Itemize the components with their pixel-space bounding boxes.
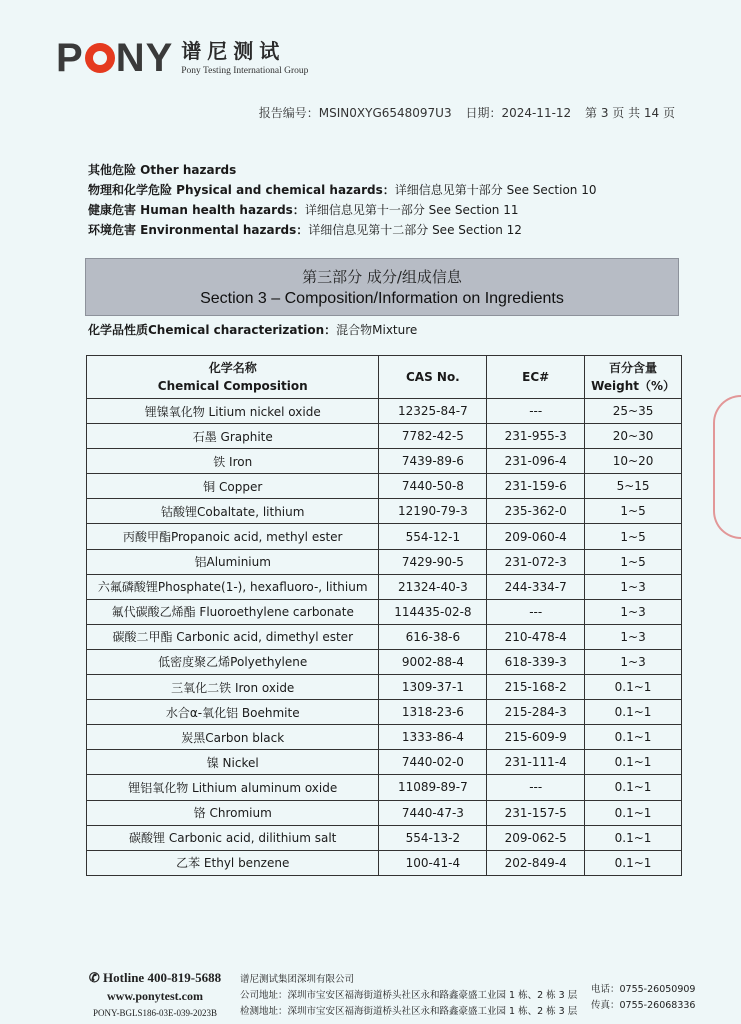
table-row	[87, 599, 682, 624]
table-row	[87, 474, 682, 499]
hazard-line: 环境危害 Environmental hazards：详细信息见第十二部分 See Section 12	[88, 223, 522, 237]
cell-weight: 10~20	[585, 449, 682, 474]
cell-cas: 616-38-6	[379, 624, 487, 649]
cell-weight: 1~5	[585, 524, 682, 549]
hotline: ✆ Hotline 400-819-5688	[88, 970, 222, 985]
cell-cas: 554-12-1	[379, 524, 487, 549]
cell-chemical-name: 锂铝氧化物 Lithium aluminum oxide	[87, 775, 379, 800]
composition-table	[86, 355, 682, 876]
report-date: 日期：2024-11-12	[465, 106, 572, 120]
cell-weight: 0.1~1	[585, 675, 682, 700]
table-row	[87, 649, 682, 674]
hazard-line: 健康危害 Human health hazards：详细信息见第十一部分 See Section 11	[88, 203, 519, 217]
cell-cas: 7440-47-3	[379, 800, 487, 825]
cell-ec: ---	[487, 599, 585, 624]
cell-weight: 5~15	[585, 474, 682, 499]
page-number: 第 3 页 共 14 页	[585, 106, 675, 120]
report-info	[249, 104, 675, 121]
cell-ec: 231-111-4	[487, 750, 585, 775]
table-row	[87, 574, 682, 599]
cell-chemical-name: 石墨 Graphite	[87, 424, 379, 449]
cell-ec: 210-478-4	[487, 624, 585, 649]
cell-chemical-name: 炭黑Carbon black	[87, 725, 379, 750]
cell-weight: 0.1~1	[585, 800, 682, 825]
table-row	[87, 449, 682, 474]
report-number: 报告编号：MSIN0XYG6548097U3	[258, 106, 452, 120]
phone-icon: ✆	[88, 970, 104, 985]
cell-cas: 1318-23-6	[379, 700, 487, 725]
cell-weight: 1~5	[585, 499, 682, 524]
cell-ec: 215-609-9	[487, 725, 585, 750]
table-row	[87, 675, 682, 700]
cell-cas: 12325-84-7	[379, 399, 487, 424]
section-banner	[85, 258, 679, 316]
table-row	[87, 850, 682, 875]
cell-chemical-name: 氟代碳酸乙烯酯 Fluoroethylene carbonate	[87, 599, 379, 624]
cell-ec: 235-362-0	[487, 499, 585, 524]
telephone: 电话：0755-26050909	[591, 984, 696, 995]
cell-chemical-name: 三氧化二铁 Iron oxide	[87, 675, 379, 700]
cell-weight: 0.1~1	[585, 725, 682, 750]
cell-ec: 202-849-4	[487, 850, 585, 875]
cell-chemical-name: 铁 Iron	[87, 449, 379, 474]
form-code: PONY-BGLS186-03E-039-2023B	[92, 1008, 217, 1018]
cell-cas: 1309-37-1	[379, 675, 487, 700]
logo-wordmark: P NY	[56, 36, 174, 80]
cell-chemical-name: 铬 Chromium	[87, 800, 379, 825]
cell-ec: 231-157-5	[487, 800, 585, 825]
chemical-characterization: 化学品性质Chemical characterization：混合物Mixture	[88, 323, 418, 337]
red-seal-stamp	[713, 395, 741, 539]
table-row	[87, 549, 682, 574]
cell-chemical-name: 六氟磷酸锂Phosphate(1-), hexafluoro-, lithium	[87, 574, 379, 599]
logo-english: Pony Testing International Group	[181, 66, 309, 76]
header-chemical-composition: 化学名称 Chemical Composition	[87, 356, 379, 399]
table-row	[87, 700, 682, 725]
cell-weight: 1~3	[585, 649, 682, 674]
header-cas: CAS No.	[379, 356, 487, 399]
cell-ec: 231-096-4	[487, 449, 585, 474]
table-row	[87, 499, 682, 524]
company-address: 公司地址：深圳市宝安区福海街道桥头社区永和路鑫豪盛工业园 1 栋、2 栋 3 层	[240, 990, 578, 1001]
header-weight: 百分含量 Weight（%）	[585, 356, 682, 399]
cell-chemical-name: 碳酸二甲酯 Carbonic acid, dimethyl ester	[87, 624, 379, 649]
table-row	[87, 624, 682, 649]
cell-chemical-name: 碳酸锂 Carbonic acid, dilithium salt	[87, 825, 379, 850]
cell-weight: 0.1~1	[585, 750, 682, 775]
table-row	[87, 775, 682, 800]
hazards-block	[88, 160, 596, 240]
cell-cas: 554-13-2	[379, 825, 487, 850]
cell-cas: 21324-40-3	[379, 574, 487, 599]
table-row	[87, 399, 682, 424]
cell-weight: 20~30	[585, 424, 682, 449]
cell-cas: 100-41-4	[379, 850, 487, 875]
hazard-line: 其他危险 Other hazards	[88, 163, 237, 177]
cell-chemical-name: 水合α-氧化铝 Boehmite	[87, 700, 379, 725]
cell-chemical-name: 低密度聚乙烯Polyethylene	[87, 649, 379, 674]
cell-chemical-name: 铝Aluminium	[87, 549, 379, 574]
cell-chemical-name: 镍 Nickel	[87, 750, 379, 775]
cell-ec: 244-334-7	[487, 574, 585, 599]
cell-cas: 7440-02-0	[379, 750, 487, 775]
cell-chemical-name: 丙酸甲酯Propanoic acid, methyl ester	[87, 524, 379, 549]
table-row	[87, 424, 682, 449]
cell-chemical-name: 钴酸锂Cobaltate, lithium	[87, 499, 379, 524]
cell-ec: 231-955-3	[487, 424, 585, 449]
cell-ec: 618-339-3	[487, 649, 585, 674]
website: www.ponytest.com	[107, 989, 203, 1003]
cell-cas: 7440-50-8	[379, 474, 487, 499]
table-row	[87, 524, 682, 549]
cell-weight: 25~35	[585, 399, 682, 424]
cell-weight: 1~3	[585, 624, 682, 649]
pony-logo	[56, 38, 308, 78]
cell-ec: 209-060-4	[487, 524, 585, 549]
cell-weight: 0.1~1	[585, 775, 682, 800]
cell-weight: 1~3	[585, 599, 682, 624]
cell-cas: 7782-42-5	[379, 424, 487, 449]
cell-weight: 1~3	[585, 574, 682, 599]
cell-chemical-name: 乙苯 Ethyl benzene	[87, 850, 379, 875]
cell-chemical-name: 锂镍氧化物 Litium nickel oxide	[87, 399, 379, 424]
cell-cas: 7439-89-6	[379, 449, 487, 474]
cell-cas: 12190-79-3	[379, 499, 487, 524]
hazard-line: 物理和化学危险 Physical and chemical hazards：详细信息见第十部分 See Section 10	[88, 183, 597, 197]
cell-ec: ---	[487, 775, 585, 800]
header-ec: EC#	[487, 356, 585, 399]
cell-cas: 7429-90-5	[379, 549, 487, 574]
cell-ec: 231-072-3	[487, 549, 585, 574]
section-title-cn: 第三部分 成分/组成信息	[302, 268, 462, 286]
fax: 传真：0755-26068336	[591, 1000, 696, 1011]
table-header-row	[87, 356, 682, 399]
cell-weight: 0.1~1	[585, 825, 682, 850]
cell-cas: 114435-02-8	[379, 599, 487, 624]
cell-ec: 215-284-3	[487, 700, 585, 725]
company-name: 谱尼测试集团深圳有限公司	[240, 974, 355, 985]
cell-cas: 11089-89-7	[379, 775, 487, 800]
table-row	[87, 750, 682, 775]
table-row	[87, 725, 682, 750]
cell-ec: ---	[487, 399, 585, 424]
cell-ec: 209-062-5	[487, 825, 585, 850]
cell-cas: 1333-86-4	[379, 725, 487, 750]
cell-weight: 1~5	[585, 549, 682, 574]
cell-cas: 9002-88-4	[379, 649, 487, 674]
logo-chinese: 谱尼测试	[181, 39, 286, 63]
cell-ec: 215-168-2	[487, 675, 585, 700]
section-title-en: Section 3 – Composition/Information on Ingredients	[200, 290, 564, 307]
table-row	[87, 825, 682, 850]
lab-address: 检测地址：深圳市宝安区福海街道桥头社区永和路鑫豪盛工业园 1 栋、2 栋 3 层	[240, 1006, 578, 1017]
cell-ec: 231-159-6	[487, 474, 585, 499]
cell-chemical-name: 铜 Copper	[87, 474, 379, 499]
table-row	[87, 800, 682, 825]
cell-weight: 0.1~1	[585, 700, 682, 725]
cell-weight: 0.1~1	[585, 850, 682, 875]
